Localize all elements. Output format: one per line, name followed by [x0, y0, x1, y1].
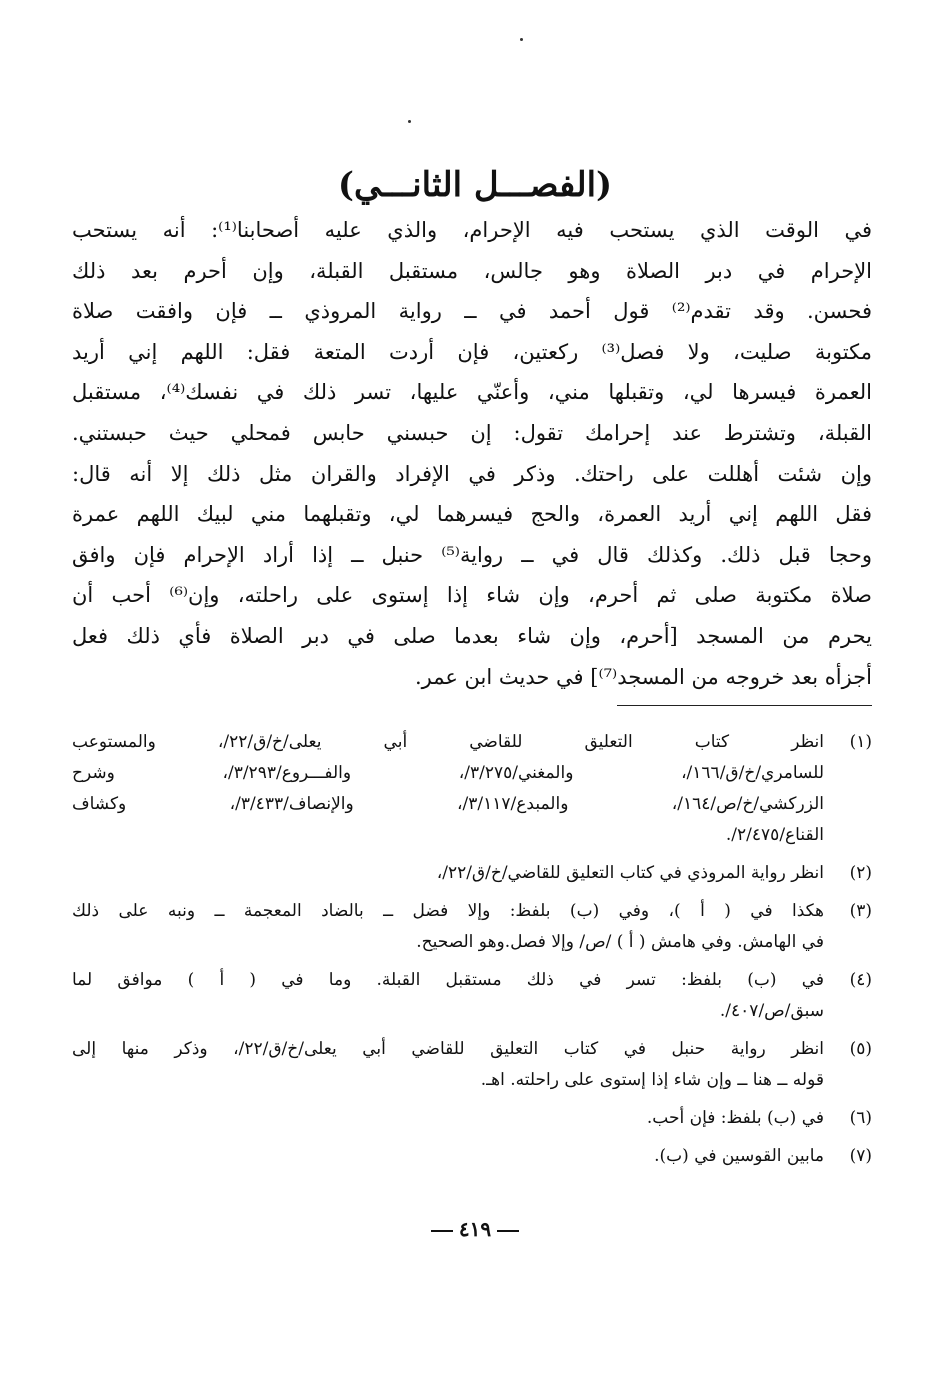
- scan-speck: [408, 120, 411, 123]
- body-line: صلاة مكتوبة صلى ثم أحرم، وإن شاء إذا إستوى على راحلته، وإن⁽⁶⁾ أحب أن: [72, 583, 872, 608]
- body-line: العمرة فيسرها لي، وتقبلها مني، وأعنّي عليها، تسر ذلك في نفسك⁽⁴⁾، مستقبل: [72, 380, 872, 405]
- footnote: [72, 896, 872, 958]
- footnote-number: (٦): [849, 1108, 872, 1128]
- page-number: [0, 1214, 950, 1244]
- footnote-line: مابين القوسين في (ب).: [654, 1146, 824, 1166]
- footnotes: [72, 727, 872, 1179]
- footnote-line: في (ب) بلفظ: تسر في ذلك مستقبل القبلة. وما في ( أ ) موافق لما: [72, 970, 824, 990]
- body-line: القبلة، وتشترط عند إحرامك تقول: إن حبسني حابس فمحلي حيث حبستني.: [72, 420, 872, 445]
- footnote-line: سبق/ص/٤٠٧/.: [719, 1001, 824, 1021]
- body-line: في الوقت الذي يستحب فيه الإحرام، والذي عليه أصحابنا⁽¹⁾: أنه يستحب: [72, 218, 872, 242]
- footnote-number: (٤): [849, 970, 872, 990]
- page-number-dash: [497, 1230, 519, 1232]
- footnote: [72, 727, 872, 851]
- footnote-text: [72, 1103, 824, 1134]
- footnote-line: القناع/٢/٤٧٥/.: [725, 825, 824, 845]
- scan-speck: [520, 38, 523, 41]
- body-line: أجزأه بعد خروجه من المسجد⁽⁷⁾] في حديث ابن عمر.: [414, 664, 872, 689]
- page-number-value: ٤١٩: [458, 1217, 492, 1241]
- body-line: فقل اللهم إني أريد العمرة، والحج فيسرهما لي، وتقبلهما مني لبيك اللهم عمرة: [72, 502, 872, 527]
- footnote-text: [72, 896, 824, 958]
- section-heading: (الفصـــل الثانـــي): [337, 165, 613, 205]
- footnote-number: (٥): [849, 1039, 872, 1059]
- page-number-dash: [431, 1230, 453, 1232]
- body-line: مكتوبة صليت، ولا فصل⁽³⁾ ركعتين، فإن أردت المتعة فقل: اللهم إني أريد: [72, 339, 872, 364]
- footnote-number: (٧): [849, 1146, 872, 1166]
- footnote-line: قوله ــ هنا ــ وإن شاء إذا إستوى على راحلته. اهـ.: [480, 1070, 824, 1090]
- footnote-line: انظر كتاب التعليق للقاضي أبي يعلى/خ/ق/٢٢/، والمستوعب: [72, 732, 824, 752]
- footnote-number: (٣): [849, 901, 872, 921]
- footnote: [72, 858, 872, 889]
- footnote-line: هكذا في ( أ )، وفي (ب) بلفظ: وإلا فضل ــ بالضاد المعجمة ــ ونبه على ذلك: [72, 901, 824, 921]
- body-line: يحرم من المسجد [أحرم، وإن شاء بعدما صلى في دبر الصلاة فأي ذلك فعل: [72, 623, 872, 648]
- footnote-number: (١): [849, 732, 872, 752]
- body-line: فحسن. وقد تقدم⁽²⁾ قول أحمد في ــ رواية المروذي ــ فإن وافقت صلاة: [72, 299, 872, 324]
- footnote: [72, 1034, 872, 1096]
- body-line: وإن شئت أهللت على راحتك. وذكر في الإفراد والقران مثل ذلك إلا أنه قال:: [72, 461, 872, 486]
- footnote-separator: [617, 705, 872, 706]
- footnote: [72, 1141, 872, 1172]
- body-line: الإحرام في دبر الصلاة وهو جالس، مستقبل القبلة، وإن أحرم بعد ذلك: [72, 258, 872, 283]
- footnote: [72, 965, 872, 1027]
- footnote-text: [72, 1034, 824, 1096]
- footnote-text: [72, 965, 824, 1027]
- footnote-line: انظر رواية المروذي في كتاب التعليق للقاضي/خ/ق/٢٢/،: [436, 863, 824, 883]
- footnote-line: انظر رواية حنبل في كتاب التعليق للقاضي أبي يعلى/خ/ق/٢٢/، وذكر منها إلى: [72, 1039, 824, 1059]
- footnote-text: [72, 727, 824, 851]
- footnote-text: [72, 1141, 824, 1172]
- footnote-number: (٢): [849, 863, 872, 883]
- footnote-text: [72, 858, 824, 889]
- footnote-line: للسامري/خ/ق/١٦٦/، والمغني/٣/٢٧٥/، والفـــروع/٣/٢٩٣/، وشرح: [72, 763, 824, 783]
- footnote-line: الزركشي/خ/ص/١٦٤/، والمبدع/٣/١١٧/، والإنصاف/٣/٤٣٣/، وكشاف: [72, 794, 824, 814]
- footnote: [72, 1103, 872, 1134]
- body-paragraph: [72, 210, 872, 697]
- body-line: وحجا قبل ذلك. وكذلك قال في ــ رواية⁽⁵⁾ حنبل ــ إذا أراد الإحرام فإن وافق: [72, 542, 872, 567]
- footnote-line: في (ب) بلفظ: فإن أحب.: [646, 1108, 824, 1128]
- footnote-line: في الهامش. وفي هامش ( أ ) /ص/ وإلا فصل.وهو الصحيح.: [416, 932, 824, 952]
